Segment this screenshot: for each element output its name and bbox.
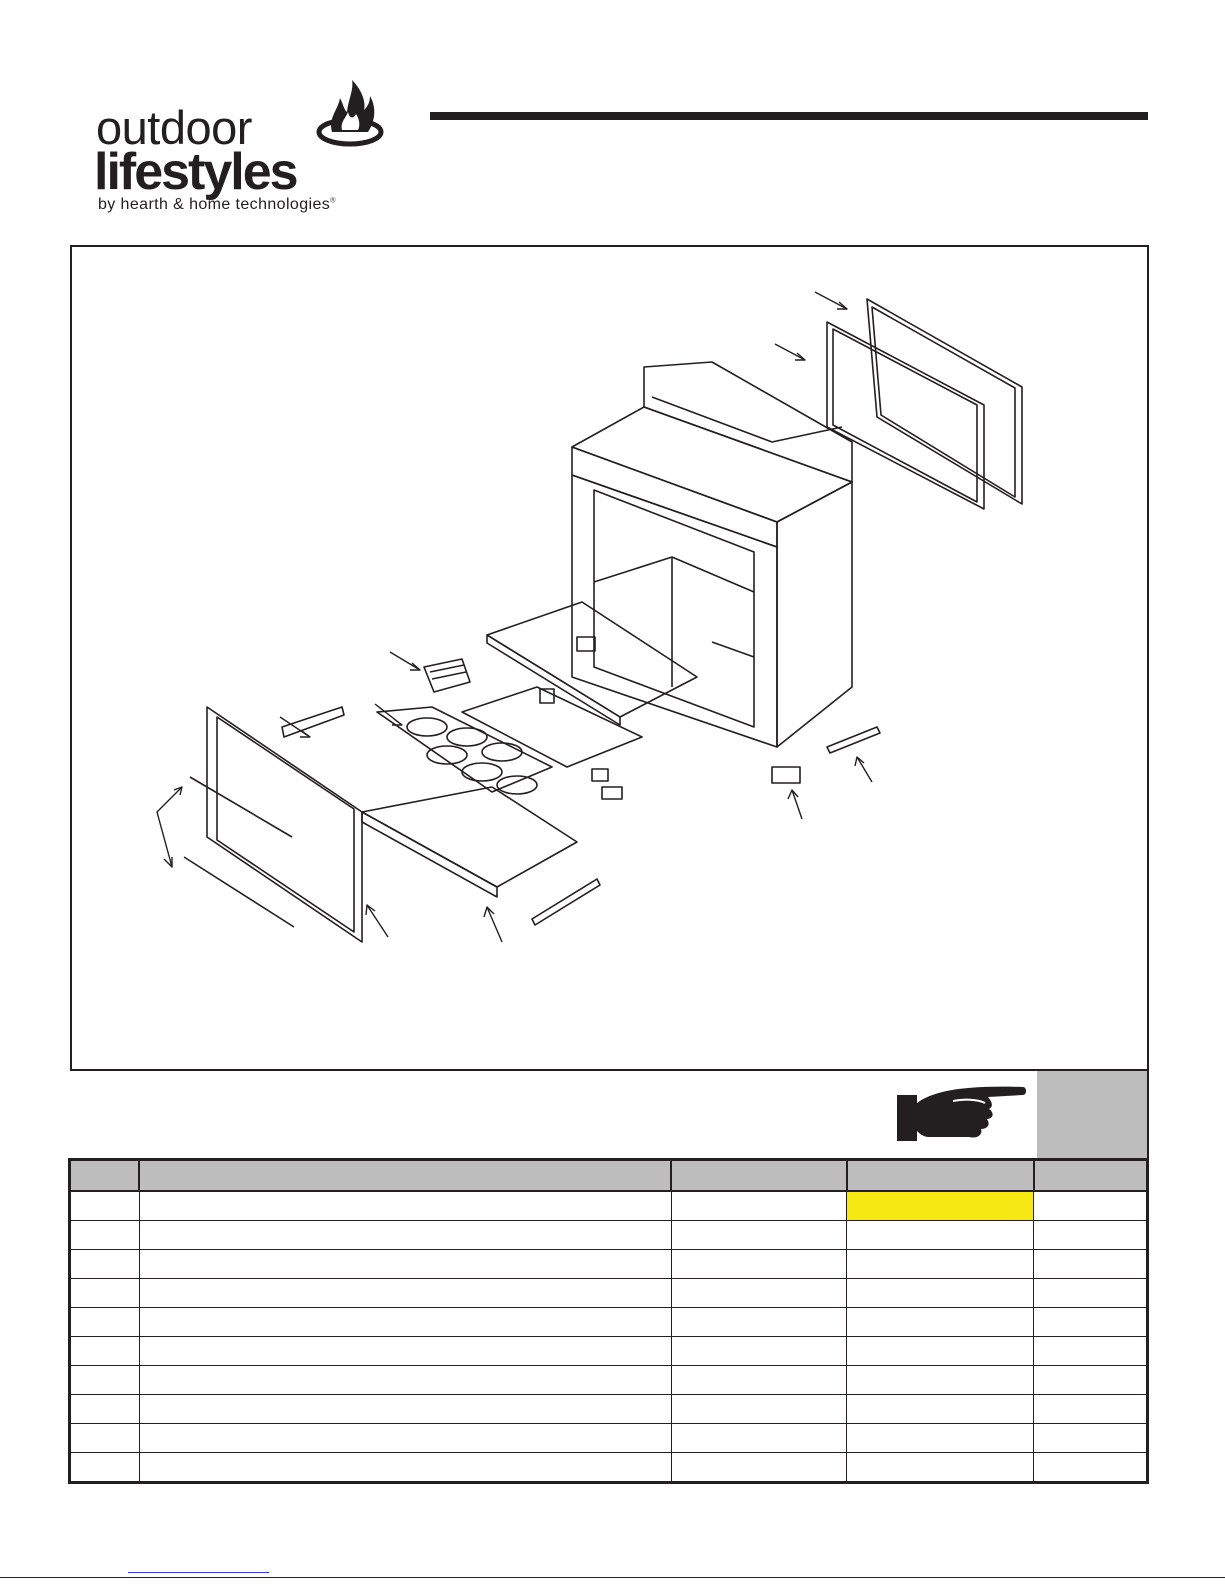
footer-rule bbox=[0, 1577, 1225, 1578]
firebox-body bbox=[572, 362, 852, 747]
table-cell bbox=[671, 1366, 846, 1395]
footer-link[interactable] bbox=[128, 1572, 269, 1573]
table-cell bbox=[139, 1191, 671, 1221]
pointing-hand-icon bbox=[893, 1073, 1029, 1143]
table-cell bbox=[671, 1191, 846, 1221]
callout-arrows bbox=[157, 292, 872, 942]
brand-name-line2: lifestyles bbox=[94, 143, 297, 201]
table-cell bbox=[847, 1395, 1034, 1424]
front-door-frame bbox=[207, 707, 362, 942]
table-cell bbox=[70, 1366, 140, 1395]
table-header-cell bbox=[671, 1160, 846, 1192]
table-cell bbox=[671, 1250, 846, 1279]
table-header-row bbox=[70, 1160, 1148, 1192]
registered-mark: ® bbox=[330, 197, 336, 205]
diagram-drawing bbox=[72, 247, 1147, 1069]
table-cell bbox=[671, 1279, 846, 1308]
table-cell bbox=[847, 1366, 1034, 1395]
table-cell bbox=[139, 1250, 671, 1279]
table-cell bbox=[1034, 1279, 1148, 1308]
table-row bbox=[70, 1250, 1148, 1279]
table-row bbox=[70, 1366, 1148, 1395]
table-cell bbox=[671, 1308, 846, 1337]
table-cell bbox=[139, 1308, 671, 1337]
table-cell bbox=[1034, 1308, 1148, 1337]
table-cell bbox=[70, 1337, 140, 1366]
table-cell bbox=[70, 1453, 140, 1483]
table-header-cell bbox=[139, 1160, 671, 1192]
table-cell bbox=[847, 1279, 1034, 1308]
flame-bowl-icon bbox=[314, 80, 386, 150]
table-cell bbox=[671, 1221, 846, 1250]
table-row bbox=[70, 1221, 1148, 1250]
table-cell bbox=[139, 1279, 671, 1308]
table-cell bbox=[1034, 1191, 1148, 1221]
table-cell bbox=[847, 1453, 1034, 1483]
table-row bbox=[70, 1453, 1148, 1483]
highlighted-cell bbox=[847, 1191, 1034, 1221]
table-cell bbox=[70, 1279, 140, 1308]
table-cell bbox=[1034, 1250, 1148, 1279]
table-cell bbox=[847, 1337, 1034, 1366]
lower-tray bbox=[362, 787, 577, 897]
header-rule bbox=[430, 112, 1148, 120]
parts-table bbox=[68, 1158, 1149, 1484]
table-row bbox=[70, 1424, 1148, 1453]
table-cell bbox=[70, 1221, 140, 1250]
table-cell bbox=[139, 1424, 671, 1453]
table-cell bbox=[847, 1221, 1034, 1250]
table-cell bbox=[671, 1424, 846, 1453]
brand-logo bbox=[92, 76, 412, 216]
brand-tagline-text: by hearth & home technologies bbox=[98, 196, 331, 213]
table-header-cell bbox=[1034, 1160, 1148, 1192]
table-cell bbox=[671, 1395, 846, 1424]
table-row bbox=[70, 1191, 1148, 1221]
table-cell bbox=[1034, 1395, 1148, 1424]
table-row bbox=[70, 1337, 1148, 1366]
table-cell bbox=[139, 1395, 671, 1424]
table-cell bbox=[70, 1250, 140, 1279]
table-cell bbox=[139, 1453, 671, 1483]
brand-tagline bbox=[98, 197, 336, 213]
vent-grate bbox=[424, 659, 470, 692]
table-cell bbox=[1034, 1453, 1148, 1483]
brand-name-line1: outdoor bbox=[96, 101, 252, 154]
table-cell bbox=[671, 1337, 846, 1366]
table-cell bbox=[139, 1221, 671, 1250]
table-cell bbox=[671, 1453, 846, 1483]
table-cell bbox=[1034, 1337, 1148, 1366]
base-plate bbox=[487, 602, 697, 725]
table-cell bbox=[847, 1424, 1034, 1453]
table-cell bbox=[70, 1191, 140, 1221]
table-cell bbox=[847, 1308, 1034, 1337]
exploded-parts-diagram bbox=[70, 245, 1149, 1071]
table-row bbox=[70, 1279, 1148, 1308]
table-cell bbox=[1034, 1424, 1148, 1453]
table-row bbox=[70, 1308, 1148, 1337]
table-cell bbox=[70, 1424, 140, 1453]
table-cell bbox=[1034, 1221, 1148, 1250]
table-cell bbox=[70, 1395, 140, 1424]
table-cell bbox=[847, 1250, 1034, 1279]
table-header-cell bbox=[847, 1160, 1034, 1192]
table-header-cell bbox=[70, 1160, 140, 1192]
table-cell bbox=[139, 1366, 671, 1395]
valve-panel bbox=[462, 687, 642, 799]
burner-tray bbox=[377, 707, 552, 794]
table-cell bbox=[70, 1308, 140, 1337]
rear-screen-frame-outer bbox=[867, 299, 1022, 504]
table-row bbox=[70, 1395, 1148, 1424]
table-cell bbox=[1034, 1366, 1148, 1395]
trim-strips bbox=[184, 707, 880, 927]
table-cell bbox=[139, 1337, 671, 1366]
